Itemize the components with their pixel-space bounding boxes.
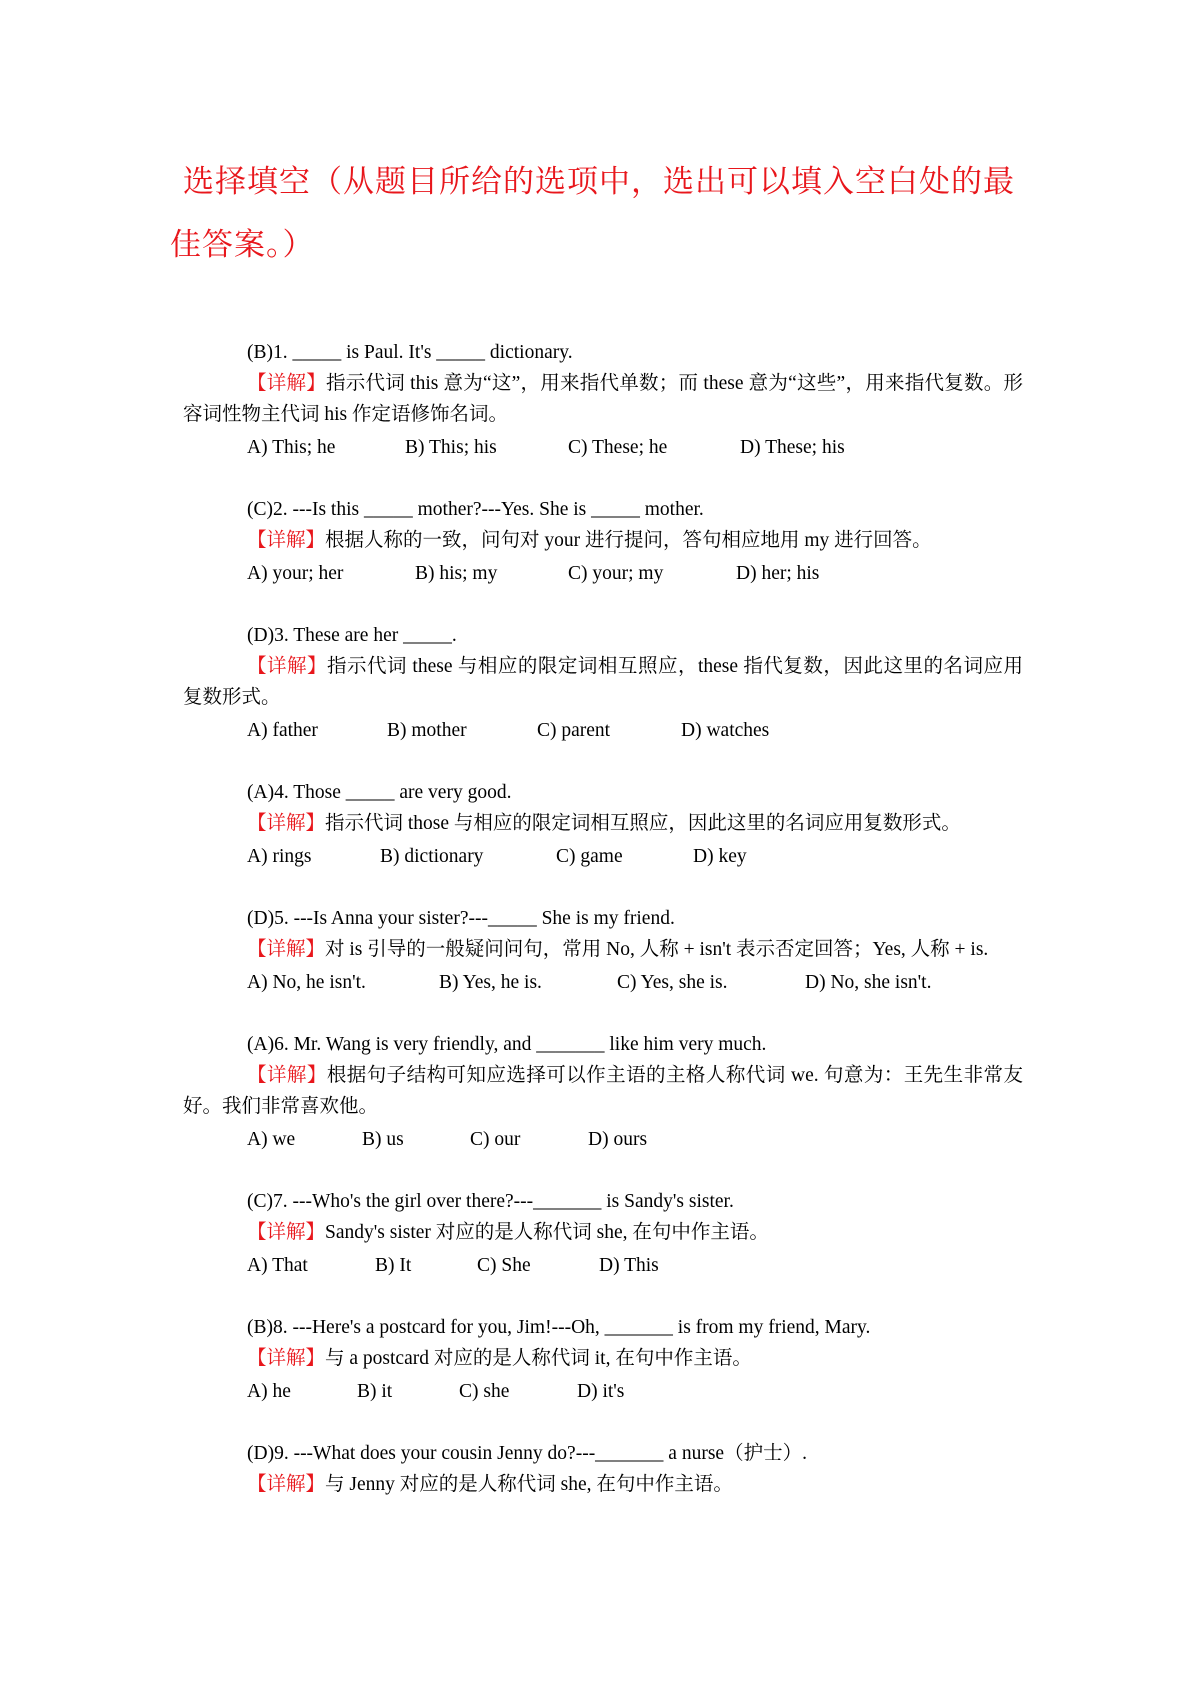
option-c: C) She: [477, 1255, 531, 1276]
question-stem: (A)4. Those _____ are very good.: [247, 782, 512, 803]
option-a: A) father: [247, 720, 318, 741]
question-detail: [183, 934, 1023, 965]
question-stem: (D)5. ---Is Anna your sister?---_____ She is my friend.: [247, 908, 675, 929]
question-detail: [183, 1217, 1023, 1248]
option-d: D) These; his: [740, 437, 845, 458]
option-b: B) This; his: [405, 437, 497, 458]
question-detail: [183, 1060, 1023, 1122]
detail-tag: 【详解】: [247, 373, 327, 394]
option-a: A) No, he isn't.: [247, 972, 366, 993]
option-b: B) his; my: [415, 563, 498, 584]
detail-text: Sandy's sister 对应的是人称代词 she, 在句中作主语。: [325, 1222, 769, 1243]
detail-text: 指示代词 this 意为“这”，用来指代单数；而 these 意为“这些”，用来指代复数。形容词性物主代词 his 作定语修饰名词。: [183, 373, 1023, 425]
detail-tag: 【详解】: [247, 1348, 326, 1369]
option-b: B) mother: [387, 720, 467, 741]
option-b: B) us: [362, 1129, 404, 1150]
question-stem: (B)8. ---Here's a postcard for you, Jim!---Oh, _______ is from my friend, Mary.: [247, 1317, 871, 1338]
question-7: [183, 1186, 1023, 1281]
option-d: D) key: [693, 846, 747, 867]
option-a: A) he: [247, 1381, 291, 1402]
option-row: [183, 841, 1023, 872]
detail-tag: 【详解】: [247, 656, 328, 677]
question-stem: (D)3. These are her _____.: [247, 625, 457, 646]
option-b: B) Yes, he is.: [439, 972, 542, 993]
option-row: [183, 967, 1023, 998]
option-d: D) ours: [588, 1129, 648, 1150]
question-5: [183, 903, 1023, 998]
question-8: [183, 1312, 1023, 1407]
detail-tag: 【详解】: [247, 1474, 326, 1495]
detail-text: 与 Jenny 对应的是人称代词 she, 在句中作主语。: [325, 1474, 733, 1495]
question-detail: [183, 368, 1023, 430]
question-detail: [183, 1343, 1023, 1374]
option-row: [183, 1124, 1023, 1155]
option-c: C) game: [556, 846, 623, 867]
option-row: [183, 715, 1023, 746]
question-6: [183, 1029, 1023, 1155]
option-a: A) your; her: [247, 563, 344, 584]
detail-tag: 【详解】: [247, 939, 326, 960]
option-d: D) This: [599, 1255, 659, 1276]
option-d: D) her; his: [736, 563, 820, 584]
detail-text: 对 is 引导的一般疑问问句，常用 No, 人称 + isn't 表示否定回答；Yes, 人称 + is.: [325, 939, 989, 960]
question-detail: [183, 651, 1023, 713]
detail-tag: 【详解】: [247, 530, 326, 551]
option-a: A) That: [247, 1255, 308, 1276]
option-a: A) rings: [247, 846, 312, 867]
option-c: C) These; he: [568, 437, 668, 458]
question-detail: [183, 1469, 1023, 1500]
question-1: [183, 337, 1023, 463]
option-row: [183, 1376, 1023, 1407]
question-stem: (C)2. ---Is this _____ mother?---Yes. She is _____ mother.: [247, 499, 704, 520]
detail-text: 指示代词 those 与相应的限定词相互照应，因此这里的名词应用复数形式。: [325, 813, 961, 834]
question-list: [183, 337, 1023, 1531]
option-c: C) Yes, she is.: [617, 972, 728, 993]
detail-text: 与 a postcard 对应的是人称代词 it, 在句中作主语。: [325, 1348, 752, 1369]
question-stem: (C)7. ---Who's the girl over there?---_______ is Sandy's sister.: [247, 1191, 734, 1212]
section-title: 选择填空（从题目所给的选项中，选出可以填入空白处的最佳答案。）: [170, 164, 1015, 262]
option-c: C) our: [470, 1129, 521, 1150]
question-stem: (B)1. _____ is Paul. It's _____ dictionary.: [247, 342, 573, 363]
question-stem: (A)6. Mr. Wang is very friendly, and _______ like him very much.: [247, 1034, 767, 1055]
question-9: [183, 1438, 1023, 1500]
detail-tag: 【详解】: [247, 813, 326, 834]
option-c: C) your; my: [568, 563, 664, 584]
option-row: [183, 558, 1023, 589]
option-c: C) she: [459, 1381, 510, 1402]
option-b: B) dictionary: [380, 846, 484, 867]
option-c: C) parent: [537, 720, 611, 741]
detail-text: 指示代词 these 与相应的限定词相互照应，these 指代复数，因此这里的名词应用复数形式。: [183, 656, 1023, 708]
option-b: B) It: [375, 1255, 412, 1276]
detail-tag: 【详解】: [247, 1065, 327, 1086]
option-d: D) watches: [681, 720, 770, 741]
question-detail: [183, 808, 1023, 839]
question-detail: [183, 525, 1023, 556]
question-3: [183, 620, 1023, 746]
question-4: [183, 777, 1023, 872]
option-d: D) No, she isn't.: [805, 972, 932, 993]
detail-tag: 【详解】: [247, 1222, 326, 1243]
option-row: [183, 1250, 1023, 1281]
question-stem: (D)9. ---What does your cousin Jenny do?---_______ a nurse（护士）.: [247, 1443, 807, 1464]
option-row: [183, 432, 1023, 463]
option-a: A) This; he: [247, 437, 336, 458]
question-2: [183, 494, 1023, 589]
option-a: A) we: [247, 1129, 296, 1150]
detail-text: 根据句子结构可知应选择可以作主语的主格人称代词 we. 句意为：王先生非常友好。我们非常喜欢他。: [183, 1065, 1023, 1117]
option-b: B) it: [357, 1381, 393, 1402]
option-d: D) it's: [577, 1381, 625, 1402]
detail-text: 根据人称的一致，问句对 your 进行提问，答句相应地用 my 进行回答。: [325, 530, 932, 551]
